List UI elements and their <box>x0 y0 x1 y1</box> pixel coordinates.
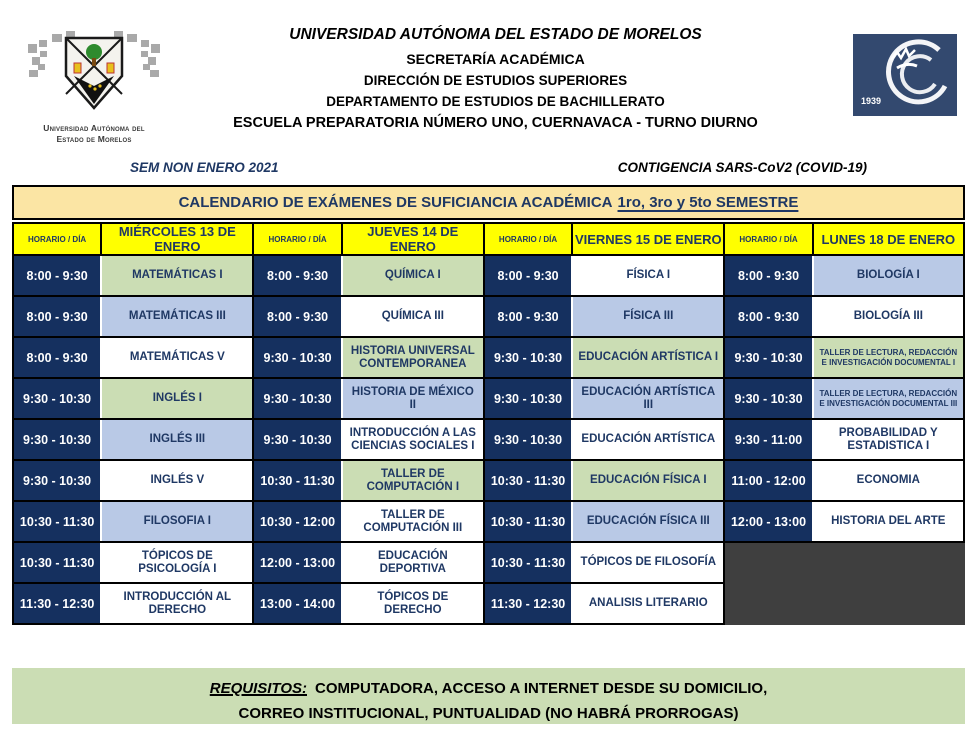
time-cell: 9:30 - 10:30 <box>484 378 572 419</box>
time-cell: 8:00 - 9:30 <box>13 337 101 378</box>
time-cell: 10:30 - 12:00 <box>253 501 341 542</box>
calendar-title-bar <box>12 185 965 220</box>
table-row <box>13 460 964 501</box>
subheader-row <box>0 160 977 175</box>
subject-cell: ANALISIS LITERARIO <box>572 583 724 624</box>
calendar-header-row <box>13 223 964 255</box>
crest-caption-line2: Estado de Morelos <box>56 134 132 144</box>
subject-cell: EDUCACIÓN ARTÍSTICA III <box>572 378 724 419</box>
time-cell: 9:30 - 11:00 <box>724 419 812 460</box>
subject-cell: PROBABILIDAD Y ESTADISTICA I <box>813 419 964 460</box>
subject-cell: TALLER DE LECTURA, REDACCIÓN E INVESTIGACIÓN DOCUMENTAL III <box>813 378 964 419</box>
semester-label: SEM NON ENERO 2021 <box>130 160 279 175</box>
time-cell: 10:30 - 11:30 <box>484 460 572 501</box>
contingency-label: CONTIGENCIA SARS-CoV2 (COVID-19) <box>617 160 867 175</box>
day-column-header: JUEVES 14 DE ENERO <box>342 223 484 255</box>
subject-cell: HISTORIA DE MÉXICO II <box>342 378 484 419</box>
time-cell: 10:30 - 11:30 <box>484 501 572 542</box>
subject-cell: MATEMÁTICAS III <box>101 296 253 337</box>
subject-cell: EDUCACIÓN FÍSICA I <box>572 460 724 501</box>
requisitos-text1: COMPUTADORA, ACCESO A INTERNET DESDE SU DOMICILIO, <box>315 680 768 697</box>
uaem-1939-logo <box>849 30 961 120</box>
uaem-crest-icon <box>26 30 162 118</box>
time-cell: 8:00 - 9:30 <box>724 296 812 337</box>
subject-cell: TÓPICOS DE PSICOLOGÍA I <box>101 542 253 583</box>
subject-cell: HISTORIA UNIVERSAL CONTEMPORANEA <box>342 337 484 378</box>
blackout-cell <box>724 542 812 583</box>
time-cell: 8:00 - 9:30 <box>13 255 101 296</box>
subject-cell: INGLÉS III <box>101 419 253 460</box>
subject-cell: EDUCACIÓN DEPORTIVA <box>342 542 484 583</box>
time-cell: 10:30 - 11:30 <box>13 501 101 542</box>
day-column-header: LUNES 18 DE ENERO <box>813 223 964 255</box>
day-column-header: VIERNES 15 DE ENERO <box>572 223 724 255</box>
time-cell: 10:30 - 11:30 <box>13 542 101 583</box>
requisitos-line1 <box>12 676 965 701</box>
table-row <box>13 542 964 583</box>
departamento-line: DEPARTAMENTO DE ESTUDIOS DE BACHILLERATO <box>326 94 665 109</box>
time-cell: 13:00 - 14:00 <box>253 583 341 624</box>
blackout-cell <box>813 583 964 624</box>
time-cell: 9:30 - 10:30 <box>724 378 812 419</box>
subject-cell: TALLER DE COMPUTACIÓN III <box>342 501 484 542</box>
subject-cell: BIOLOGÍA III <box>813 296 964 337</box>
time-cell: 12:00 - 13:00 <box>253 542 341 583</box>
subject-cell: MATEMÁTICAS I <box>101 255 253 296</box>
horario-column-header: HORARIO / DÍA <box>253 223 341 255</box>
requisitos-label: REQUISITOS: <box>209 680 307 697</box>
horario-column-header: HORARIO / DÍA <box>484 223 572 255</box>
subject-cell: TÓPICOS DE DERECHO <box>342 583 484 624</box>
time-cell: 9:30 - 10:30 <box>253 419 341 460</box>
time-cell: 9:30 - 10:30 <box>13 460 101 501</box>
table-row <box>13 378 964 419</box>
subject-cell: BIOLOGÍA I <box>813 255 964 296</box>
time-cell: 10:30 - 11:30 <box>253 460 341 501</box>
institution-header <box>168 26 823 131</box>
time-cell: 9:30 - 10:30 <box>253 337 341 378</box>
subject-cell: TALLER DE COMPUTACIÓN I <box>342 460 484 501</box>
calendar-title-semesters: 1ro, 3ro y 5to SEMESTRE <box>617 194 799 211</box>
day-column-header: MIÉRCOLES 13 DE ENERO <box>101 223 253 255</box>
subject-cell: MATEMÁTICAS V <box>101 337 253 378</box>
exam-calendar-table <box>12 222 965 625</box>
subject-cell: INTRODUCCIÓN A LAS CIENCIAS SOCIALES I <box>342 419 484 460</box>
time-cell: 9:30 - 10:30 <box>13 419 101 460</box>
time-cell: 8:00 - 9:30 <box>724 255 812 296</box>
time-cell: 11:30 - 12:30 <box>484 583 572 624</box>
subject-cell: HISTORIA DEL ARTE <box>813 501 964 542</box>
subject-cell: EDUCACIÓN FÍSICA III <box>572 501 724 542</box>
university-name: UNIVERSIDAD AUTÓNOMA DEL ESTADO DE MORELOS <box>289 26 702 43</box>
subject-cell: INTRODUCCIÓN AL DERECHO <box>101 583 253 624</box>
direccion-line: DIRECCIÓN DE ESTUDIOS SUPERIORES <box>363 73 628 88</box>
secretaria-line: SECRETARÍA ACADÉMICA <box>406 51 585 67</box>
blackout-cell <box>813 542 964 583</box>
svg-text:1939: 1939 <box>861 96 882 106</box>
time-cell: 8:00 - 9:30 <box>253 296 341 337</box>
crest-caption-line1: Universidad Autónoma del <box>43 123 145 133</box>
time-cell: 10:30 - 11:30 <box>484 542 572 583</box>
time-cell: 11:00 - 12:00 <box>724 460 812 501</box>
time-cell: 9:30 - 10:30 <box>724 337 812 378</box>
subject-cell: EDUCACIÓN ARTÍSTICA <box>572 419 724 460</box>
table-row <box>13 255 964 296</box>
subject-cell: FÍSICA III <box>572 296 724 337</box>
time-cell: 8:00 - 9:30 <box>484 255 572 296</box>
table-row <box>13 337 964 378</box>
requisitos-box <box>12 668 965 724</box>
time-cell: 11:30 - 12:30 <box>13 583 101 624</box>
subject-cell: FÍSICA I <box>572 255 724 296</box>
subject-cell: INGLÉS I <box>101 378 253 419</box>
subject-cell: QUÍMICA I <box>342 255 484 296</box>
horario-column-header: HORARIO / DÍA <box>13 223 101 255</box>
subject-cell: FILOSOFIA I <box>101 501 253 542</box>
time-cell: 9:30 - 10:30 <box>13 378 101 419</box>
subject-cell: INGLÉS V <box>101 460 253 501</box>
venado-1939-icon <box>853 34 957 116</box>
time-cell: 9:30 - 10:30 <box>484 419 572 460</box>
subject-cell: QUÍMICA III <box>342 296 484 337</box>
time-cell: 8:00 - 9:30 <box>253 255 341 296</box>
calendar-body <box>13 255 964 624</box>
time-cell: 9:30 - 10:30 <box>484 337 572 378</box>
subject-cell: TALLER DE LECTURA, REDACCIÓN E INVESTIGACIÓN DOCUMENTAL I <box>813 337 964 378</box>
time-cell: 8:00 - 9:30 <box>484 296 572 337</box>
table-row <box>13 583 964 624</box>
subject-cell: TÓPICOS DE FILOSOFÍA <box>572 542 724 583</box>
escuela-line: ESCUELA PREPARATORIA NÚMERO UNO, CUERNAVACA - TURNO DIURNO <box>233 115 758 131</box>
requisitos-line2: CORREO INSTITUCIONAL, PUNTUALIDAD (NO HABRÁ PRORROGAS) <box>238 705 739 722</box>
table-row <box>13 296 964 337</box>
blackout-cell <box>724 583 812 624</box>
uaem-crest-logo <box>26 30 162 145</box>
calendar-title: CALENDARIO DE EXÁMENES DE SUFICIANCIA ACADÉMICA <box>178 194 613 211</box>
subject-cell: ECONOMIA <box>813 460 964 501</box>
table-row <box>13 501 964 542</box>
table-row <box>13 419 964 460</box>
horario-column-header: HORARIO / DÍA <box>724 223 812 255</box>
time-cell: 9:30 - 10:30 <box>253 378 341 419</box>
time-cell: 12:00 - 13:00 <box>724 501 812 542</box>
subject-cell: EDUCACIÓN ARTÍSTICA I <box>572 337 724 378</box>
time-cell: 8:00 - 9:30 <box>13 296 101 337</box>
